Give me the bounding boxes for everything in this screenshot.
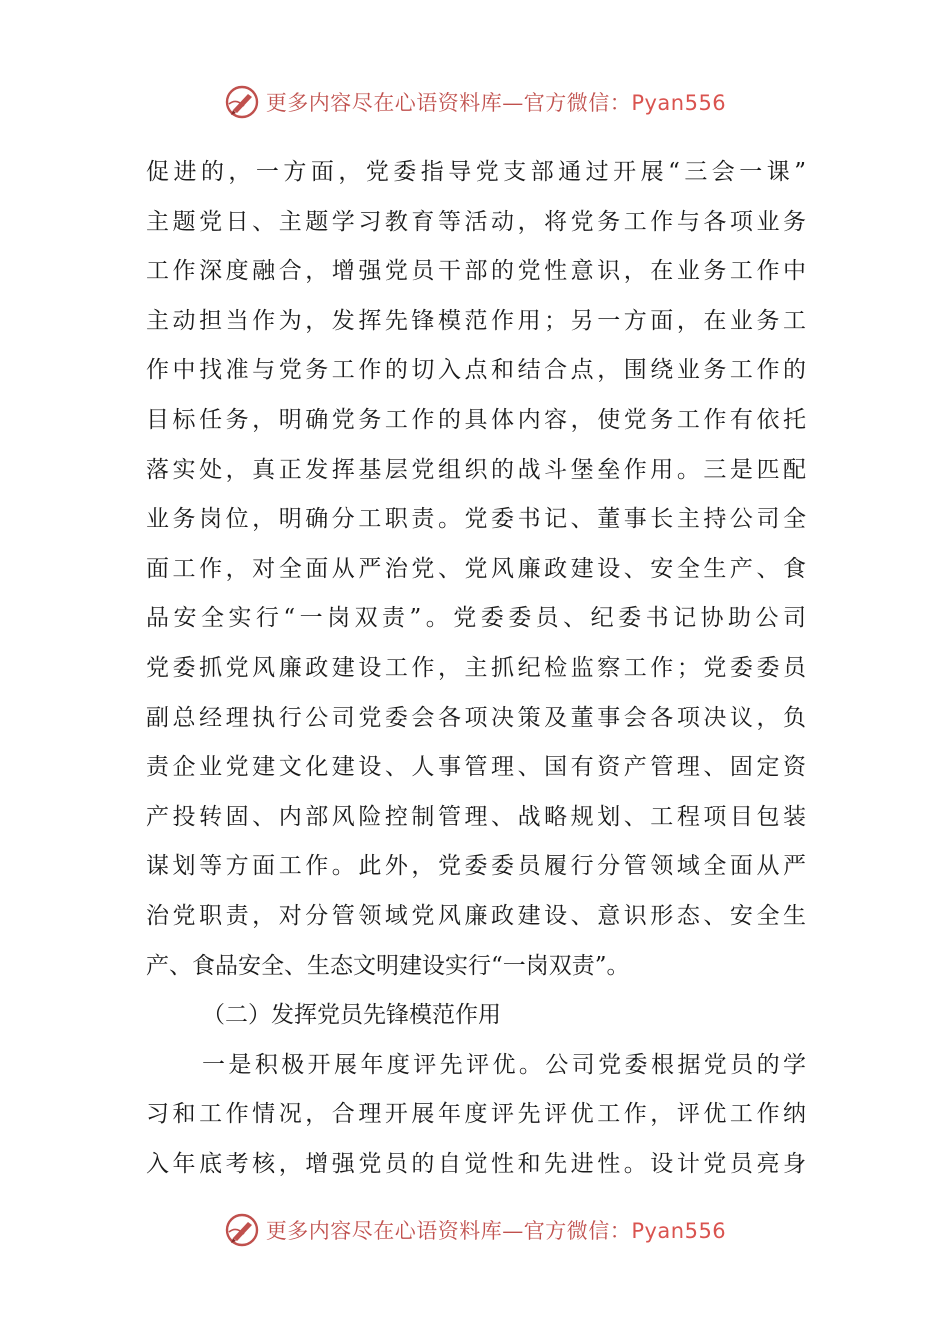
body-line: 党委抓党风廉政建设工作，主抓纪检监察工作；党委委员 xyxy=(146,654,806,681)
body-line: 治党职责，对分管领域党风廉政建设、意识形态、安全生 xyxy=(146,902,806,929)
body-line: 品安全实行“一岗双责”。党委委员、纪委书记协助公司 xyxy=(146,605,806,632)
body-line: 主题党日、主题学习教育等活动，将党务工作与各项业务 xyxy=(146,208,806,235)
body-line: 作中找准与党务工作的切入点和结合点，围绕业务工作的 xyxy=(146,357,806,384)
pen-seal-icon xyxy=(224,84,260,120)
body-line: 工作深度融合，增强党员干部的党性意识，在业务工作中 xyxy=(146,258,806,285)
footer-watermark xyxy=(0,1210,950,1250)
body-line: 产、食品安全、生态文明建设实行“一岗双责”。 xyxy=(146,952,630,979)
watermark-text: 更多内容尽在心语资料库—官方微信：Pyan556 xyxy=(265,91,727,115)
section-heading: （二）发挥党员先锋模范作用 xyxy=(202,1002,501,1029)
body-line: 业务岗位，明确分工职责。党委书记、董事长主持公司全 xyxy=(146,506,806,533)
section-line: 入年底考核，增强党员的自觉性和先进性。设计党员亮身 xyxy=(146,1150,806,1177)
body-line: 责企业党建文化建设、人事管理、国有资产管理、固定资 xyxy=(146,754,806,781)
body-line: 促进的，一方面，党委指导党支部通过开展“三会一课” xyxy=(146,159,806,185)
section-line: 一是积极开展年度评先评优。公司党委根据党员的学 xyxy=(202,1051,806,1078)
section-line: 习和工作情况，合理开展年度评先评优工作，评优工作纳 xyxy=(146,1101,806,1128)
body-line: 副总经理执行公司党委会各项决策及董事会各项决议，负 xyxy=(146,704,806,731)
body-line: 产投转固、内部风险控制管理、战略规划、工程项目包装 xyxy=(146,803,806,830)
body-line: 主动担当作为，发挥先锋模范作用；另一方面，在业务工 xyxy=(146,307,806,334)
body-line: 目标任务，明确党务工作的具体内容，使党务工作有依托 xyxy=(146,406,806,433)
pen-seal-icon xyxy=(224,1212,260,1248)
watermark-contact: Pyan556 xyxy=(631,91,727,115)
header-watermark xyxy=(0,82,950,122)
document-body xyxy=(146,148,806,1189)
body-line: 谋划等方面工作。此外，党委委员履行分管领域全面从严 xyxy=(146,853,806,880)
watermark-text: 更多内容尽在心语资料库—官方微信：Pyan556 xyxy=(265,1219,727,1243)
body-line: 落实处，真正发挥基层党组织的战斗堡垒作用。三是匹配 xyxy=(146,456,806,483)
watermark-contact: Pyan556 xyxy=(631,1219,727,1243)
body-line: 面工作，对全面从严治党、党风廉政建设、安全生产、食 xyxy=(146,555,806,582)
